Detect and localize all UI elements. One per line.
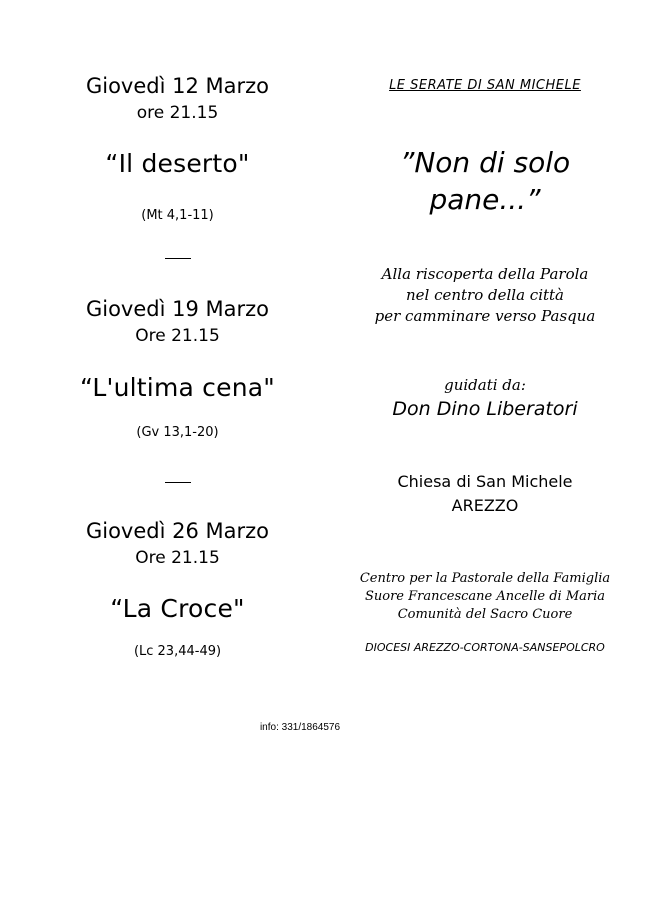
subtitle-line-1: Alla riscoperta della Parola [381, 265, 589, 283]
event-1-time: ore 21.15 [136, 103, 219, 123]
event-1-date: Giovedì 12 Marzo [85, 74, 270, 98]
event-2-reference: (Gv 13,1-20) [136, 425, 219, 440]
event-3-reference: (Lc 23,44-49) [133, 644, 222, 659]
event-3-time: Ore 21.15 [135, 548, 220, 568]
event-2-title: “L'ultima cena" [80, 373, 275, 402]
organizer-3: Comunità del Sacro Cuore [397, 607, 573, 622]
guide-name: Don Dino Liberatori [392, 398, 578, 420]
main-title-line-2: pane...” [429, 183, 541, 216]
series-title: LE SERATE DI SAN MICHELE [389, 78, 581, 93]
event-3-date: Giovedì 26 Marzo [85, 519, 270, 543]
organizer-2: Suore Francescane Ancelle di Maria [364, 589, 606, 604]
event-1-reference: (Mt 4,1-11) [141, 208, 214, 223]
separator-1 [165, 258, 191, 259]
event-1-title: “Il deserto" [105, 149, 250, 178]
event-2-time: Ore 21.15 [135, 326, 220, 346]
guided-by-label: guidati da: [444, 376, 526, 394]
venue-city: AREZZO [451, 496, 519, 515]
separator-2 [165, 482, 191, 483]
event-3-title: “La Croce" [110, 594, 245, 623]
venue-church: Chiesa di San Michele [397, 472, 573, 491]
info-contact: info: 331/1864576 [259, 722, 341, 733]
organizer-1: Centro per la Pastorale della Famiglia [359, 571, 611, 586]
subtitle-line-2: nel centro della città [405, 286, 565, 304]
subtitle-line-3: per camminare verso Pasqua [374, 307, 596, 325]
main-title-line-1: ”Non di solo [399, 146, 571, 179]
diocese: DIOCESI AREZZO-CORTONA-SANSEPOLCRO [365, 641, 605, 654]
event-2-date: Giovedì 19 Marzo [85, 297, 270, 321]
